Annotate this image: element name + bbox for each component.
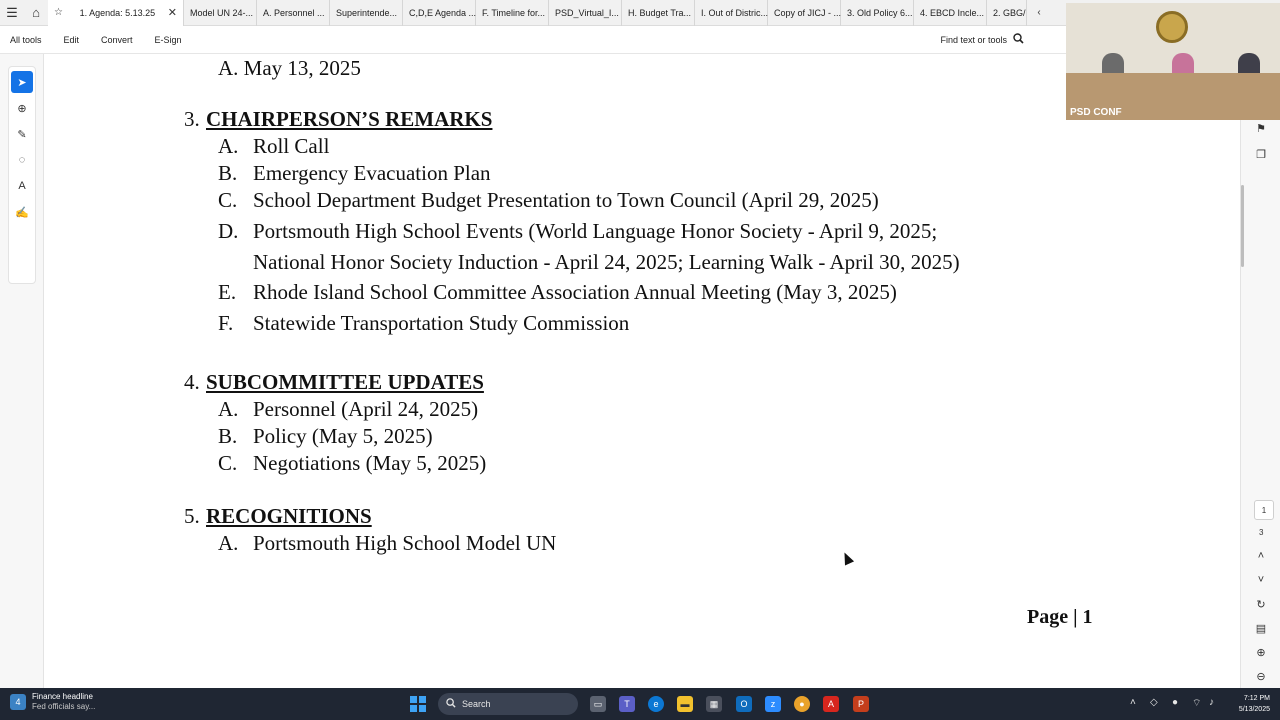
item-letter: B. bbox=[218, 424, 238, 448]
lasso-icon[interactable]: ◌ bbox=[18, 154, 26, 166]
item-letter: B. bbox=[218, 161, 238, 185]
teams-icon[interactable]: T bbox=[619, 696, 635, 712]
powerpoint-icon[interactable]: P bbox=[853, 696, 869, 712]
news-widget[interactable] bbox=[10, 692, 95, 712]
chevron-left-icon[interactable]: ‹ bbox=[1037, 7, 1041, 18]
previous-item: A. May 13, 2025 bbox=[218, 56, 361, 80]
section-heading-subcommittee: SUBCOMMITTEE UPDATES bbox=[206, 370, 484, 394]
tab-copy-of-jicj[interactable]: Copy of JICJ - ... bbox=[768, 0, 841, 26]
mic-icon[interactable]: ● bbox=[1172, 697, 1179, 708]
tab-timeline[interactable]: F. Timeline for... bbox=[476, 0, 549, 26]
item-letter: A. bbox=[218, 134, 239, 158]
pdf-document bbox=[44, 54, 1240, 688]
edit-menu[interactable]: Edit bbox=[63, 34, 80, 45]
home-icon[interactable]: ⌂ bbox=[32, 5, 40, 20]
tab-label: 1. Agenda: 5.13.25 bbox=[79, 7, 156, 18]
search-label: Search bbox=[462, 699, 491, 709]
edge-icon[interactable]: e bbox=[648, 696, 664, 712]
rotate-icon[interactable]: ↻ bbox=[1256, 598, 1266, 611]
item-phs-events-cont: National Honor Society Induction - April 24, 2025; Learning Walk - April 30, 2025) bbox=[253, 250, 960, 274]
tab-old-policy[interactable]: 3. Old Policy 6... bbox=[841, 0, 914, 26]
item-letter: A. bbox=[218, 397, 239, 421]
item-letter: F. bbox=[218, 311, 234, 335]
tab-gbg[interactable]: 2. GBG/ bbox=[987, 0, 1027, 26]
item-letter: D. bbox=[218, 219, 239, 243]
town-seal-image bbox=[1156, 11, 1188, 43]
section-heading-recognitions: RECOGNITIONS bbox=[206, 504, 372, 528]
video-feed[interactable] bbox=[1066, 3, 1280, 120]
find-label: Find text or tools bbox=[940, 34, 1007, 45]
volume-icon[interactable]: ♪ bbox=[1209, 697, 1214, 708]
acrobat-toolbar bbox=[0, 26, 1066, 54]
tab-psd-virtual[interactable]: PSD_Virtual_I... bbox=[549, 0, 622, 26]
item-letter: C. bbox=[218, 451, 238, 475]
menu-icon[interactable]: ☰ bbox=[6, 4, 18, 20]
task-view-icon[interactable]: ▭ bbox=[590, 696, 606, 712]
tab-personnel[interactable]: A. Personnel ... bbox=[257, 0, 330, 26]
search-icon bbox=[446, 698, 456, 710]
item-letter: E. bbox=[218, 280, 237, 304]
news-icon: 4 bbox=[10, 694, 26, 710]
pen-icon[interactable]: ✎ bbox=[17, 128, 27, 141]
convert-menu[interactable]: Convert bbox=[101, 34, 133, 45]
chevron-down-icon[interactable]: ˅ bbox=[1257, 574, 1265, 586]
chrome-icon[interactable]: ● bbox=[794, 696, 810, 712]
system-clock[interactable]: 7:12 PM 5/13/2025 bbox=[1238, 695, 1270, 713]
acrobat-icon[interactable]: A bbox=[823, 696, 839, 712]
item-budget-presentation: School Department Budget Presentation to Town Council (April 29, 2025) bbox=[253, 188, 879, 212]
bookmark-icon[interactable]: ⚑ bbox=[1256, 122, 1266, 135]
news-text: Finance headline Fed officials say... bbox=[32, 692, 96, 711]
save-page-icon[interactable]: ▤ bbox=[1255, 622, 1267, 635]
page-number-box[interactable]: 1 bbox=[1254, 500, 1274, 520]
page-total: 3 bbox=[1259, 528, 1264, 537]
taskbar bbox=[0, 688, 1280, 720]
item-policy: Policy (May 5, 2025) bbox=[253, 424, 433, 448]
item-evacuation-plan: Emergency Evacuation Plan bbox=[253, 161, 491, 185]
section-number: 4. bbox=[184, 370, 200, 394]
right-tool-rail bbox=[1240, 54, 1280, 688]
section-number: 3. bbox=[184, 107, 200, 131]
tab-active[interactable] bbox=[48, 0, 184, 26]
store-icon[interactable]: ▦ bbox=[706, 696, 722, 712]
tool-group bbox=[8, 66, 36, 284]
item-phs-events: Portsmouth High School Events (World Language Honor Society - April 9, 2025; bbox=[253, 219, 938, 243]
item-letter: A. bbox=[218, 531, 239, 555]
page-footer-label: Page | 1 bbox=[1027, 606, 1093, 628]
esign-menu[interactable]: E-Sign bbox=[154, 34, 182, 45]
section-heading-chairperson: CHAIRPERSON’S REMARKS bbox=[206, 107, 493, 131]
sign-icon[interactable]: ✍ bbox=[15, 206, 29, 219]
zoom-in-icon[interactable]: ⊕ bbox=[1256, 646, 1266, 659]
close-icon[interactable]: ✕ bbox=[167, 7, 177, 19]
left-tool-rail bbox=[0, 54, 44, 688]
item-roll-call: Roll Call bbox=[253, 134, 330, 158]
scrollbar-thumb[interactable] bbox=[1241, 185, 1244, 267]
select-tool-icon[interactable]: ➤ bbox=[11, 71, 33, 93]
zoom-out-icon[interactable]: ⊖ bbox=[1256, 670, 1266, 683]
item-risca-meeting: Rhode Island School Committee Association Annual Meeting (May 3, 2025) bbox=[253, 280, 897, 304]
zoom-app-icon[interactable]: z bbox=[765, 696, 781, 712]
all-tools-menu[interactable]: All tools bbox=[10, 34, 42, 45]
item-model-un: Portsmouth High School Model UN bbox=[253, 531, 557, 555]
item-negotiations: Negotiations (May 5, 2025) bbox=[253, 451, 487, 475]
tab-out-of-district[interactable]: I. Out of Distric... bbox=[695, 0, 768, 26]
item-personnel: Personnel (April 24, 2025) bbox=[253, 397, 479, 421]
tab-model-un[interactable]: Model UN 24-... bbox=[184, 0, 257, 26]
item-letter: C. bbox=[218, 188, 238, 212]
pages-icon[interactable]: ❐ bbox=[1256, 148, 1266, 161]
chevron-up-icon[interactable]: ˄ bbox=[1257, 550, 1265, 562]
tab-ebcd[interactable]: 4. EBCD Incle... bbox=[914, 0, 987, 26]
star-icon: ☆ bbox=[54, 7, 63, 18]
zoom-comment-icon[interactable]: ⊕ bbox=[17, 102, 27, 115]
windows-start-icon[interactable] bbox=[410, 696, 426, 712]
tab-superintendent[interactable]: Superintende... bbox=[330, 0, 403, 26]
tab-budget[interactable]: H. Budget Tra... bbox=[622, 0, 695, 26]
find-tools[interactable] bbox=[940, 33, 1024, 46]
section-number: 5. bbox=[184, 504, 200, 528]
search-icon bbox=[1013, 33, 1024, 46]
tab-cde-agenda[interactable]: C,D,E Agenda ... bbox=[403, 0, 476, 26]
text-box-icon[interactable]: A bbox=[18, 180, 26, 192]
video-label: PSD CONF bbox=[1070, 107, 1122, 118]
chevron-up-icon[interactable]: ˄ bbox=[1130, 697, 1136, 708]
item-transportation-study: Statewide Transportation Study Commission bbox=[253, 311, 630, 335]
network-icon[interactable]: ◇ bbox=[1150, 697, 1158, 708]
taskbar-search[interactable] bbox=[438, 693, 578, 715]
outlook-icon[interactable]: O bbox=[736, 696, 752, 712]
file-explorer-icon[interactable]: ▬ bbox=[677, 696, 693, 712]
wifi-icon[interactable]: ⌔ bbox=[1192, 698, 1202, 709]
